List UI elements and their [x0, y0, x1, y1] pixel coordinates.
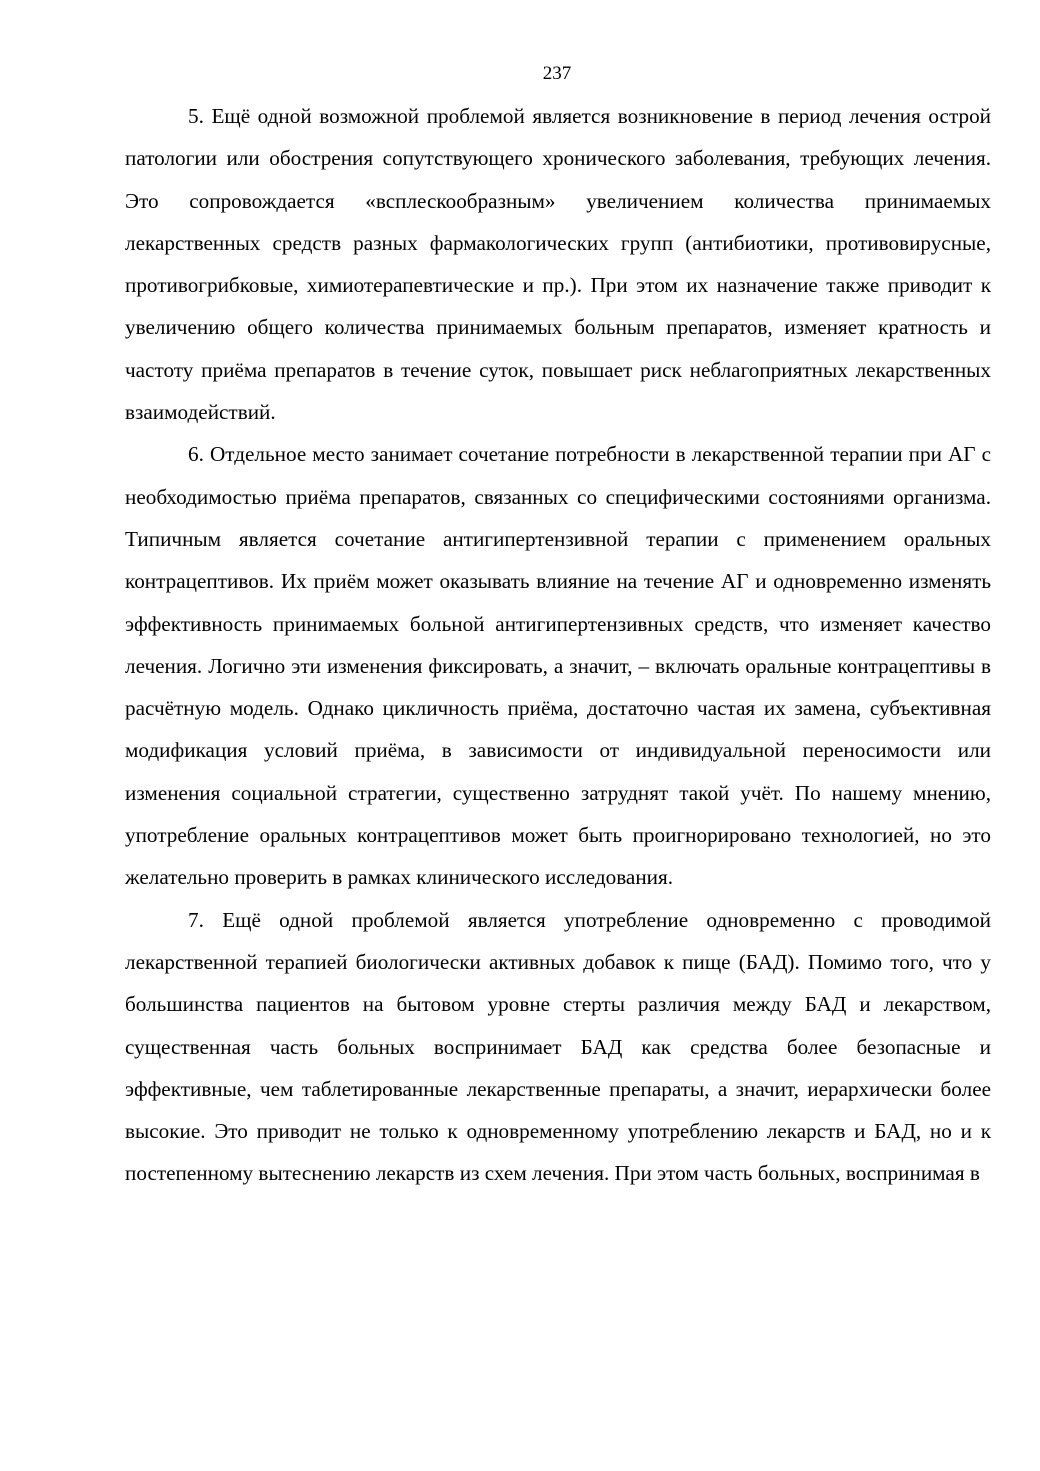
paragraph-7: 7. Ещё одной проблемой является употребление одновременно с проводимой лекарственной терапией биологически активных добавок к пище (БАД). Помимо того, что у большинства пациентов на бытовом уровне стерты различия между БАД и лекарством, существенная часть больных воспринимает БАД как средства более безопасные и эффективные, чем таблетированные лекарственные препараты, а значит, иерархически более высокие. Это приводит не только к одновременному употреблению лекарств и БАД, но и к постепенному вытеснению лекарств из схем лечения. При этом часть больных, воспринимая в	[125, 907, 991, 1186]
paragraph-5: 5. Ещё одной возможной проблемой является возникновение в период лечения острой патологии или обострения сопутствующего хронического заболевания, требующих лечения. Это сопровождается «всплескообразным» увеличением количества принимаемых лекарственных средств разных фармакологических групп (антибиотики, противовирусные, противогрибковые, химиотерапевтические и пр.). При этом их назначение также приводит к увеличению общего количества принимаемых больным препаратов, изменяет кратность и частоту приёма препаратов в течение суток, повышает риск неблагоприятных лекарственных взаимодействий.	[125, 104, 991, 425]
page-body	[125, 95, 991, 1195]
page-number: 237	[542, 63, 572, 84]
paragraph-6: 6. Отдельное место занимает сочетание потребности в лекарственной терапии при АГ с необходимостью приёма препаратов, связанных со специфическими состояниями организма. Типичным является сочетание антигипертензивной терапии с применением оральных контрацептивов. Их приём может оказывать влияние на течение АГ и одновременно изменять эффективность принимаемых больной антигипертензивных средств, что изменяет качество лечения. Логично эти изменения фиксировать, а значит, – включать оральные контрацептивы в расчётную модель. Однако цикличность приёма, достаточно частая их замена, субъективная модификация условий приёма, в зависимости от индивидуальной переносимости или изменения социальной стратегии, существенно затруднят такой учёт. По нашему мнению, употребление оральных контрацептивов может быть проигнорировано технологией, но это желательно проверить в рамках клинического исследования.	[125, 442, 991, 890]
